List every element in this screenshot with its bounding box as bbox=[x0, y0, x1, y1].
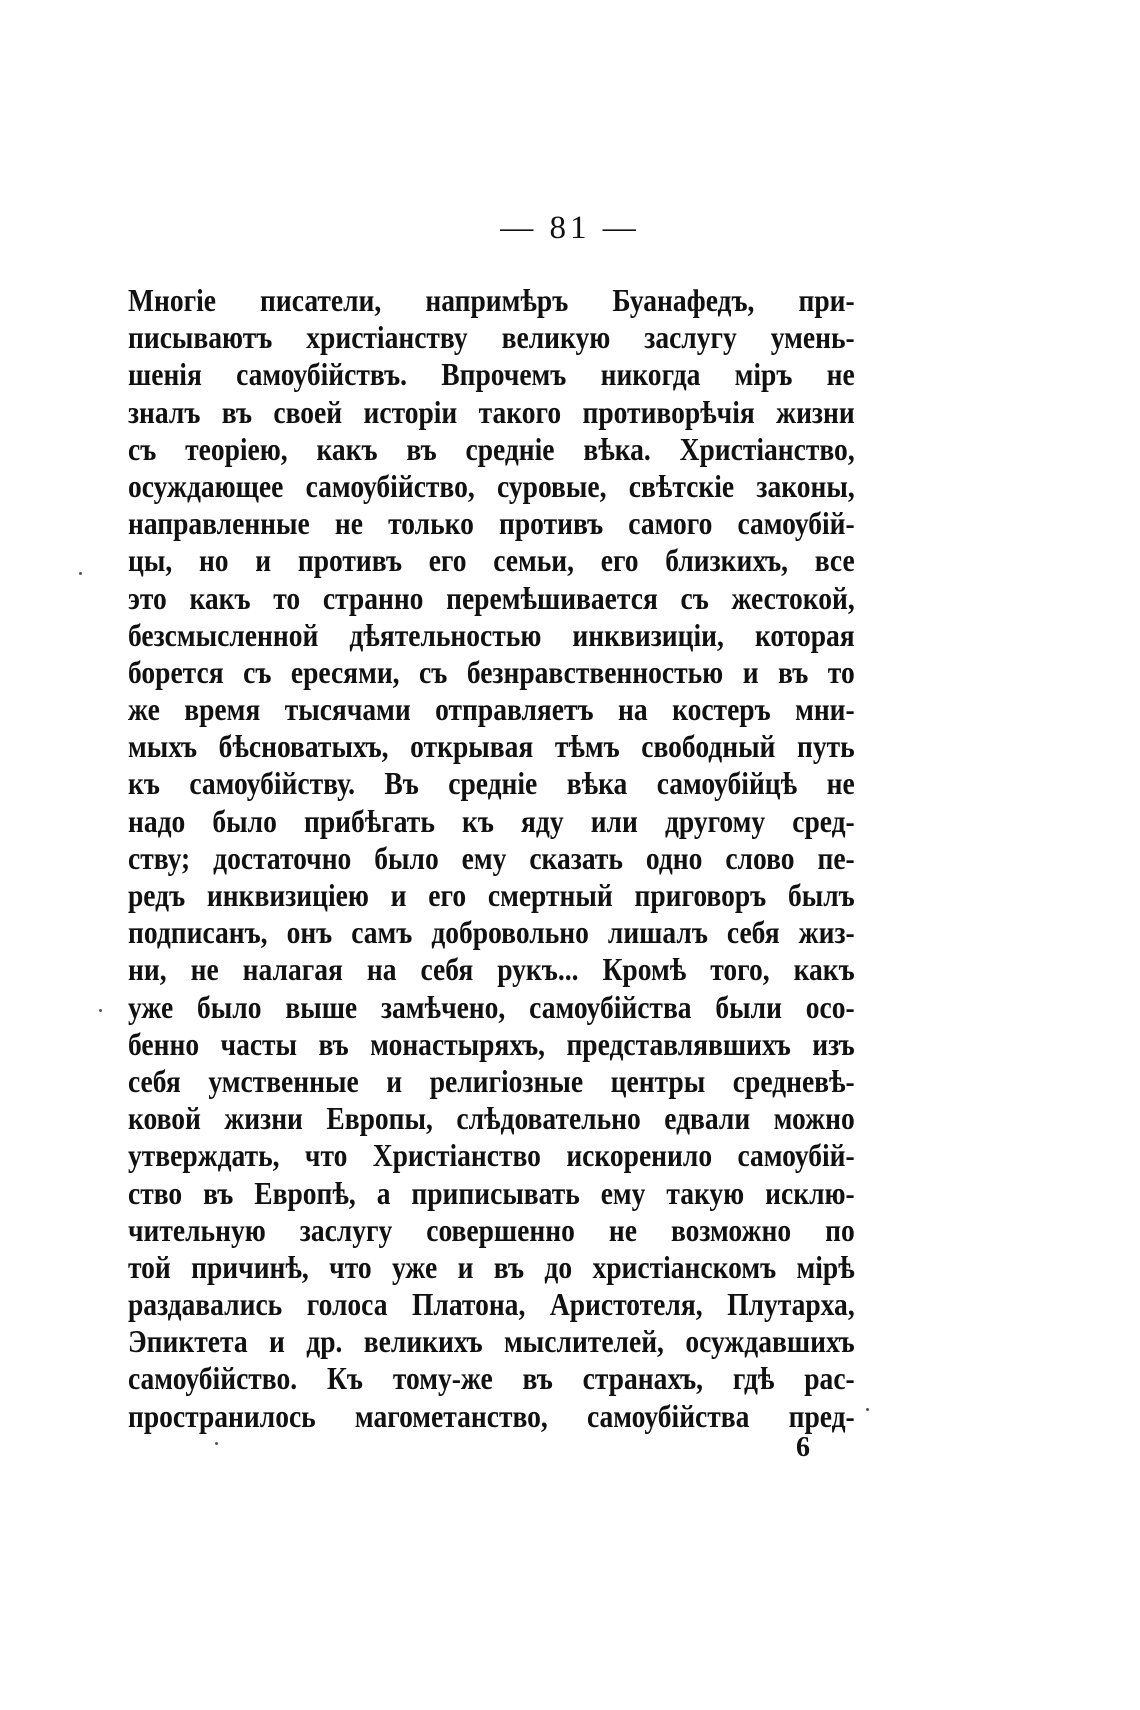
text-line: бенно часты въ монастыряхъ, представлявшихъ изъ bbox=[128, 1025, 855, 1062]
text-line: той причинѣ, что уже и въ до христіанскомъ мірѣ bbox=[128, 1248, 855, 1285]
text-line: же время тысячами отправляетъ на костеръ мни- bbox=[128, 691, 855, 728]
text-line: мыхъ бѣсноватыхъ, открывая тѣмъ свободный путь bbox=[128, 728, 855, 765]
text-line: это какъ то странно перемѣшивается съ жестокой, bbox=[128, 579, 855, 616]
text-line: съ теоріею, какъ въ средніе вѣка. Христіанство, bbox=[128, 430, 855, 467]
text-line: направленные не только противъ самого самоубій- bbox=[128, 505, 855, 542]
text-line: самоубійство. Къ тому-же въ странахъ, гдѣ рас- bbox=[128, 1360, 855, 1397]
text-line: цы, но и противъ его семьи, его близкихъ, все bbox=[128, 542, 855, 579]
text-line: утверждать, что Христіанство искоренило самоубій- bbox=[128, 1137, 855, 1174]
text-line: безсмысленной дѣятельностью инквизиціи, которая bbox=[128, 616, 855, 653]
text-line: шенія самоубійствъ. Впрочемъ никогда міръ не bbox=[128, 356, 855, 393]
body-text bbox=[128, 282, 855, 1435]
text-line: ству; достаточно было ему сказать одно слово пе- bbox=[128, 839, 855, 876]
page-number: — 81 — bbox=[500, 210, 640, 246]
text-line: раздавались голоса Платона, Аристотеля, Плутарха, bbox=[128, 1286, 855, 1323]
text-line: пространилось магометанство, самоубійства пред- bbox=[128, 1397, 855, 1434]
text-line: къ самоубійству. Въ средніе вѣка самоубійцѣ не bbox=[128, 765, 855, 802]
text-line: уже было выше замѣчено, самоубійства были осо- bbox=[128, 988, 855, 1025]
text-line: ковой жизни Европы, слѣдовательно едвали можно bbox=[128, 1100, 855, 1137]
text-line: чительную заслугу совершенно не возможно по bbox=[128, 1211, 855, 1248]
paper-speck bbox=[79, 572, 82, 575]
text-line: борется съ ересями, съ безнравственностью и въ то bbox=[128, 653, 855, 690]
text-line: зналъ въ своей исторіи такого противорѣчія жизни bbox=[128, 393, 855, 430]
text-line: подписанъ, онъ самъ добровольно лишалъ себя жиз- bbox=[128, 914, 855, 951]
paper-speck bbox=[215, 1442, 218, 1445]
text-line: ство въ Европѣ, а приписывать ему такую исклю- bbox=[128, 1174, 855, 1211]
text-line: надо было прибѣгать къ яду или другому сред- bbox=[128, 802, 855, 839]
signature-mark: 6 bbox=[796, 1432, 810, 1463]
text-line: осуждающее самоубійство, суровые, свѣтскіе законы, bbox=[128, 467, 855, 504]
text-line: Многіе писатели, напримѣръ Буанафедъ, при- bbox=[128, 282, 855, 318]
text-line: ни, не налагая на себя рукъ... Кромѣ того, какъ bbox=[128, 951, 855, 988]
text-line: себя умственные и религіозные центры средневѣ- bbox=[128, 1062, 855, 1099]
paper-speck bbox=[866, 1408, 869, 1411]
text-line: редъ инквизиціею и его смертный приговоръ былъ bbox=[128, 877, 855, 913]
text-line: Эпиктета и др. великихъ мыслителей, осуждавшихъ bbox=[128, 1323, 855, 1360]
text-line: писываютъ христіанству великую заслугу умень- bbox=[128, 319, 855, 356]
paper-speck bbox=[99, 1009, 102, 1012]
